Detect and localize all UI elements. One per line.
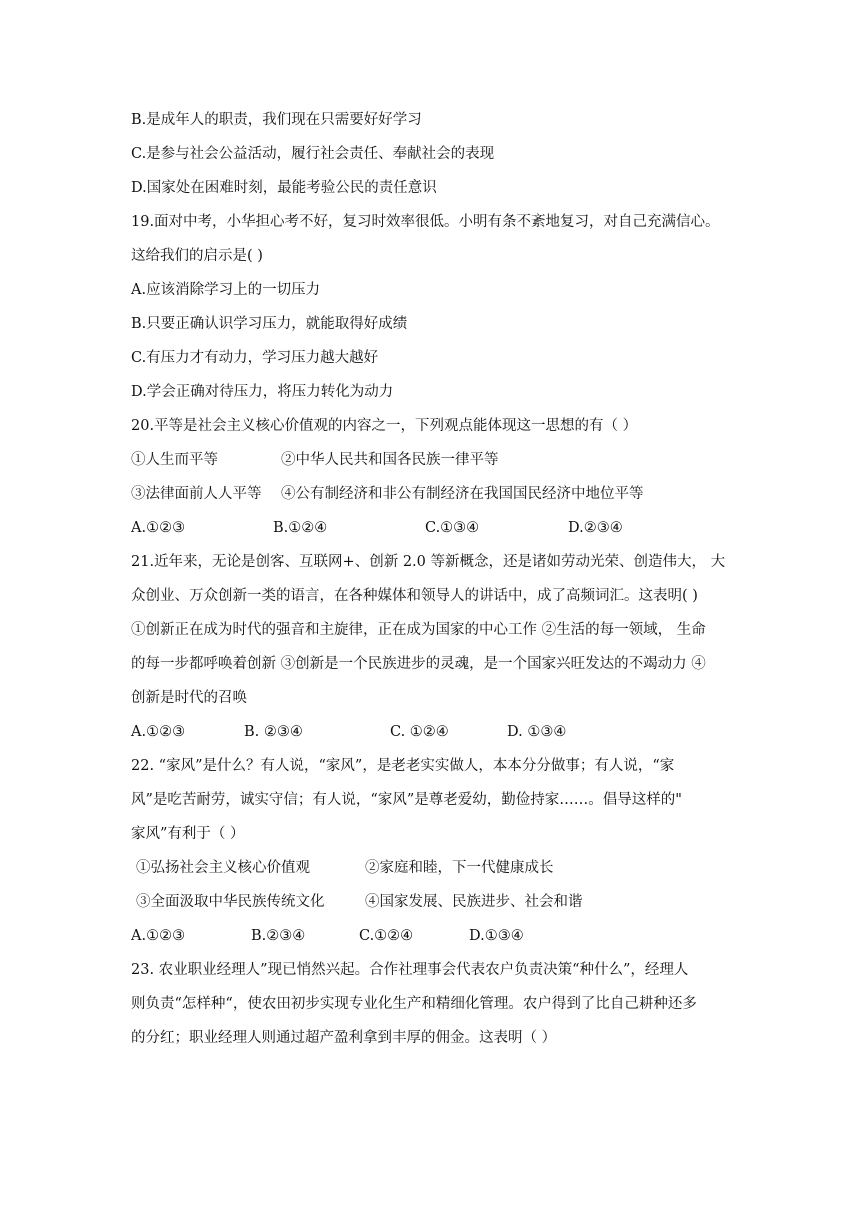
q22-stem-line1: 22. “家风”是什么？有人说，“家风”，是老老实实做人，本本分分做事；有人说，“家 [131, 758, 675, 774]
q21-option-d: D. ①③④ [507, 724, 567, 740]
q21-option-b: B. ②③④ [244, 724, 303, 740]
q20-stem: 20.平等是社会主义核心价值观的内容之一，下列观点能体现这一思想的有（ ） [131, 418, 638, 434]
q20-option-d: D.②③④ [568, 520, 623, 536]
q21-stem-line1: 21.近年来，无论是创客、互联网+、创新 2.0 等新概念，还是诸如劳动光荣、创造伟大， 大 [131, 554, 726, 570]
q19-option-d: D.学会正确对待压力，将压力转化为动力 [131, 384, 394, 400]
q20-item-3: ③法律面前人人平等 [131, 486, 262, 502]
q22-item-2: ②家庭和睦，下一代健康成长 [365, 860, 554, 876]
q20-option-a: A.①②③ [131, 520, 186, 536]
q19-stem-line2: 这给我们的启示是( ) [131, 248, 263, 264]
q22-item-4: ④国家发展、民族进步、社会和谐 [365, 894, 583, 910]
q18-option-b: B.是成年人的职责，我们现在只需要好好学习 [131, 112, 422, 128]
q21-option-c: C. ①②④ [390, 724, 449, 740]
q21-items-line1: ①创新正在成为时代的强音和主旋律，正在成为国家的中心工作 ②生活的每一领域， 生命 [131, 622, 706, 638]
q20-item-2: ②中华人民共和国各民族一律平等 [281, 452, 499, 468]
q18-option-c: C.是参与社会公益活动，履行社会责任、奉献社会的表现 [131, 146, 495, 162]
q22-option-b: B.②③④ [251, 928, 306, 944]
q19-stem-line1: 19.面对中考，小华担心考不好，复习时效率很低。小明有条不紊地复习，对自己充满信心。 [131, 214, 720, 230]
q19-option-b: B.只要正确认识学习压力，就能取得好成绩 [131, 316, 408, 332]
q23-stem-line1: 23. 农业职业经理人”现已悄然兴起。合作社理事会代表农户负责决策“种什么”，经理人 [131, 962, 689, 978]
q22-option-d: D.①③④ [469, 928, 524, 944]
q21-stem-line2: 众创业、万众创新一类的语言，在各种媒体和领导人的讲话中，成了高频词汇。这表明( ) [131, 588, 698, 604]
q18-option-d: D.国家处在困难时刻，最能考验公民的责任意识 [131, 180, 437, 196]
q22-stem-line2: 风”是吃苦耐劳，诚实守信；有人说，“家风”是尊老爱幼，勤俭持家……。倡导这样的" [131, 792, 682, 808]
q22-option-c: C.①②④ [359, 928, 414, 944]
q19-option-c: C.有压力才有动力，学习压力越大越好 [131, 350, 379, 366]
q21-items-line3: 创新是时代的召唤 [131, 690, 247, 706]
q22-stem-line3: 家风”有利于（ ） [131, 826, 245, 842]
q19-option-a: A.应该消除学习上的一切压力 [131, 282, 321, 298]
q22-item-3: ③全面汲取中华民族传统文化 [136, 894, 325, 910]
q22-item-1: ①弘扬社会主义核心价值观 [136, 860, 310, 876]
q23-stem-line3: 的分红；职业经理人则通过超产盈利拿到丰厚的佣金。这表明（ ） [131, 1030, 557, 1046]
q20-option-c: C.①③④ [425, 520, 480, 536]
q22-option-a: A.①②③ [131, 928, 186, 944]
q21-items-line2: 的每一步都呼唤着创新 ③创新是一个民族进步的灵魂，是一个国家兴旺发达的不竭动力 ④ [131, 656, 706, 672]
q20-option-b: B.①②④ [273, 520, 328, 536]
q20-item-1: ①人生而平等 [131, 452, 218, 468]
q20-item-4: ④公有制经济和非公有制经济在我国国民经济中地位平等 [281, 486, 644, 502]
q21-option-a: A.①②③ [131, 724, 186, 740]
q23-stem-line2: 则负责“怎样种“，使农田初步实现专业化生产和精细化管理。农户得到了比自己耕种还多 [131, 996, 697, 1012]
